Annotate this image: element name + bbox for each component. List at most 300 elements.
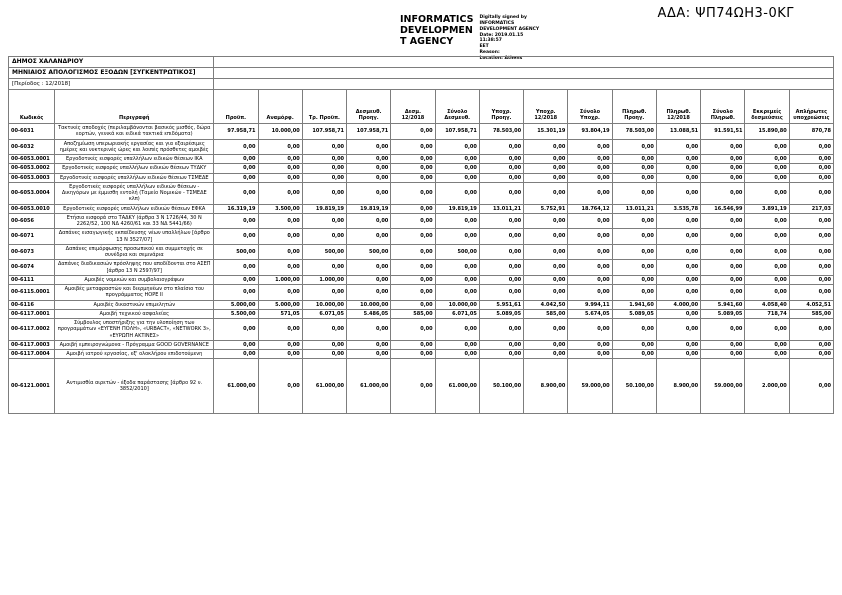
- cell-value: 6.071,05: [302, 309, 346, 318]
- cell-value: 0,00: [568, 244, 612, 260]
- row-code: 00-6117.0003: [9, 340, 55, 349]
- table-row: [9, 275, 834, 284]
- cell-value: 0,00: [391, 155, 435, 164]
- cell-value: 500,00: [347, 244, 391, 260]
- cell-value: 0,00: [745, 350, 789, 359]
- cell-value: 107.958,71: [435, 124, 479, 140]
- cell-value: 0,00: [789, 164, 833, 173]
- column-header: Αναμόρφ.: [258, 90, 302, 124]
- cell-value: 97.958,71: [214, 124, 258, 140]
- cell-value: 0,00: [391, 139, 435, 155]
- row-code: 00-6053.0010: [9, 204, 55, 213]
- cell-value: 5.089,05: [701, 309, 745, 318]
- row-code: 00-6031: [9, 124, 55, 140]
- cell-value: 0,00: [656, 350, 700, 359]
- cell-value: 9.994,11: [568, 300, 612, 309]
- cell-value: 6.071,05: [435, 309, 479, 318]
- table-row: [9, 300, 834, 309]
- table-row: [9, 244, 834, 260]
- cell-value: 50.100,00: [612, 359, 656, 414]
- column-header: Πληρωθ. 12/2018: [656, 90, 700, 124]
- row-description: Αμοιβή τεχνικού ασφαλείας: [55, 309, 214, 318]
- blank-cell: [214, 57, 834, 68]
- cell-value: 1.000,00: [302, 275, 346, 284]
- cell-value: 0,00: [302, 285, 346, 301]
- cell-value: 0,00: [258, 213, 302, 229]
- cell-value: 0,00: [391, 124, 435, 140]
- cell-value: 0,00: [701, 260, 745, 276]
- row-code: 00-6071: [9, 229, 55, 245]
- cell-value: 0,00: [347, 213, 391, 229]
- cell-value: 0,00: [391, 319, 435, 341]
- column-header: Σύνολο Δεσμευθ.: [435, 90, 479, 124]
- cell-value: 0,00: [214, 340, 258, 349]
- row-description: Αντιμισθία αιρετών - έξοδα παράστασης [άρθρο 92 ν. 3852/2010]: [55, 359, 214, 414]
- table-row: [9, 260, 834, 276]
- cell-value: 585,00: [391, 309, 435, 318]
- cell-value: 16.546,99: [701, 204, 745, 213]
- cell-value: 0,00: [347, 285, 391, 301]
- cell-value: 0,00: [656, 275, 700, 284]
- cell-value: 0,00: [391, 229, 435, 245]
- table-row: [9, 319, 834, 341]
- cell-value: 0,00: [656, 182, 700, 204]
- cell-value: 0,00: [258, 359, 302, 414]
- cell-value: 0,00: [612, 173, 656, 182]
- row-code: 00-6116: [9, 300, 55, 309]
- cell-value: 0,00: [568, 285, 612, 301]
- cell-value: 0,00: [789, 260, 833, 276]
- cell-value: 0,00: [789, 275, 833, 284]
- agency-line: INFORMATICS: [400, 14, 474, 25]
- cell-value: 0,00: [258, 285, 302, 301]
- cell-value: 0,00: [612, 260, 656, 276]
- cell-value: 18.764,12: [568, 204, 612, 213]
- row-description: Τακτικές αποδοχές (περιλαμβάνονται βασικός μισθός, δώρα εορτών, γενικά και ειδικά τακτικά επιδόματα): [55, 124, 214, 140]
- cell-value: 0,00: [656, 213, 700, 229]
- row-description: Αποζημίωση υπερωριακής εργασίας και για εξαιρέσιμες ημέρες και νυκτερινές ώρες και λοιπές πρόσθετες αμοιβές: [55, 139, 214, 155]
- cell-value: 4.042,50: [524, 300, 568, 309]
- cell-value: 0,00: [745, 213, 789, 229]
- row-description: Εργοδοτικές εισφορές υπαλλήλων ειδικών θέσεων ΤΣΜΕΔΕ: [55, 173, 214, 182]
- cell-value: 0,00: [258, 173, 302, 182]
- column-header: Υποχρ. 12/2018: [524, 90, 568, 124]
- cell-value: 0,00: [347, 275, 391, 284]
- cell-value: 0,00: [391, 359, 435, 414]
- cell-value: 0,00: [391, 182, 435, 204]
- cell-value: 0,00: [745, 182, 789, 204]
- signature-detail-line: INFORMATICS: [479, 20, 515, 26]
- cell-value: 0,00: [347, 319, 391, 341]
- title-row: [9, 68, 834, 79]
- cell-value: 0,00: [524, 244, 568, 260]
- cell-value: 0,00: [347, 139, 391, 155]
- row-code: 00-6115.0001: [9, 285, 55, 301]
- cell-value: 0,00: [656, 155, 700, 164]
- cell-value: 0,00: [391, 204, 435, 213]
- cell-value: 0,00: [302, 350, 346, 359]
- table-body: [9, 124, 834, 414]
- row-description: Σύμβουλος υποστήριξης για την υλοποίηση των προγραμμάτων «ΕΥΓΕΝΗ ΠΟΛΗ», «URBACT», «NETWORK 3», «ΕΥΡΩΠΗ ΑΚΤΙΝΕΣ»: [55, 319, 214, 341]
- blank-cell: [214, 79, 834, 90]
- column-header: Απλήρωτες υποχρεώσεις: [789, 90, 833, 124]
- cell-value: 0,00: [568, 340, 612, 349]
- row-code: 00-6056: [9, 213, 55, 229]
- cell-value: 0,00: [435, 155, 479, 164]
- cell-value: 0,00: [568, 182, 612, 204]
- row-code: 00-6121.0001: [9, 359, 55, 414]
- cell-value: 0,00: [656, 340, 700, 349]
- cell-value: 0,00: [789, 244, 833, 260]
- cell-value: 571,05: [258, 309, 302, 318]
- cell-value: 0,00: [391, 244, 435, 260]
- cell-value: 1.941,60: [612, 300, 656, 309]
- cell-value: 0,00: [214, 139, 258, 155]
- cell-value: 61.000,00: [347, 359, 391, 414]
- ada-label: ΑΔΑ: ΨΠ74ΩΗ3-0ΚΓ: [657, 6, 794, 21]
- row-description: Αμοιβές δικαστικών επιμελητών: [55, 300, 214, 309]
- row-code: 00-6117.0004: [9, 350, 55, 359]
- cell-value: 0,00: [701, 155, 745, 164]
- cell-value: 0,00: [435, 285, 479, 301]
- cell-value: 5.089,05: [479, 309, 523, 318]
- cell-value: 59.000,00: [701, 359, 745, 414]
- row-description: Αμοιβή ιατρού εργασίας, εξ' ολοκλήρου επιδοτούμενη: [55, 350, 214, 359]
- row-code: 00-6117.0002: [9, 319, 55, 341]
- cell-value: 0,00: [214, 275, 258, 284]
- cell-value: 0,00: [214, 229, 258, 245]
- cell-value: 0,00: [701, 244, 745, 260]
- cell-value: 5.000,00: [214, 300, 258, 309]
- cell-value: 0,00: [612, 275, 656, 284]
- cell-value: 0,00: [656, 164, 700, 173]
- cell-value: 0,00: [612, 340, 656, 349]
- cell-value: 0,00: [524, 340, 568, 349]
- column-header: Σύνολο Πληρωθ.: [701, 90, 745, 124]
- cell-value: 5.674,05: [568, 309, 612, 318]
- cell-value: 0,00: [302, 155, 346, 164]
- cell-value: 0,00: [479, 275, 523, 284]
- cell-value: 0,00: [745, 319, 789, 341]
- cell-value: 0,00: [435, 260, 479, 276]
- cell-value: 0,00: [258, 244, 302, 260]
- table-row: [9, 340, 834, 349]
- cell-value: 61.000,00: [214, 359, 258, 414]
- column-header: Σύνολο Υποχρ.: [568, 90, 612, 124]
- table-row: [9, 124, 834, 140]
- cell-value: 10.000,00: [258, 124, 302, 140]
- column-header: Υποχρ. Προηγ.: [479, 90, 523, 124]
- cell-value: 0,00: [701, 285, 745, 301]
- cell-value: 0,00: [391, 213, 435, 229]
- cell-value: 0,00: [302, 229, 346, 245]
- cell-value: 0,00: [347, 260, 391, 276]
- cell-value: 0,00: [214, 285, 258, 301]
- cell-value: 0,00: [568, 164, 612, 173]
- organization-row: [9, 57, 834, 68]
- cell-value: 3.891,19: [745, 204, 789, 213]
- cell-value: 0,00: [302, 173, 346, 182]
- cell-value: 0,00: [701, 139, 745, 155]
- cell-value: 0,00: [612, 182, 656, 204]
- table-row: [9, 204, 834, 213]
- row-code: 00-6053.0003: [9, 173, 55, 182]
- column-header: Δεσμευθ. Προηγ.: [347, 90, 391, 124]
- cell-value: 0,00: [568, 173, 612, 182]
- cell-value: 0,00: [435, 213, 479, 229]
- signature-detail-line: Digitally signed by: [479, 15, 527, 20]
- cell-value: 13.088,51: [656, 124, 700, 140]
- cell-value: 0,00: [568, 139, 612, 155]
- cell-value: 0,00: [524, 275, 568, 284]
- signature-detail-line: EET: [479, 44, 489, 50]
- cell-value: 13.011,21: [479, 204, 523, 213]
- cell-value: 0,00: [479, 244, 523, 260]
- cell-value: 0,00: [479, 173, 523, 182]
- cell-value: 0,00: [789, 350, 833, 359]
- agency-line: DEVELOPMEN: [400, 24, 473, 36]
- cell-value: 0,00: [391, 260, 435, 276]
- cell-value: 0,00: [656, 260, 700, 276]
- column-header-row: [9, 90, 834, 124]
- cell-value: 0,00: [347, 164, 391, 173]
- cell-value: 0,00: [479, 213, 523, 229]
- cell-value: 0,00: [656, 139, 700, 155]
- cell-value: 0,00: [745, 275, 789, 284]
- signature-details: [479, 15, 541, 62]
- cell-value: 15.301,19: [524, 124, 568, 140]
- cell-value: 0,00: [568, 260, 612, 276]
- signature-agency-name: [400, 15, 473, 48]
- cell-value: 0,00: [789, 139, 833, 155]
- cell-value: 50.100,00: [479, 359, 523, 414]
- cell-value: 0,00: [701, 173, 745, 182]
- cell-value: 0,00: [214, 182, 258, 204]
- row-code: 00-6073: [9, 244, 55, 260]
- cell-value: 0,00: [789, 213, 833, 229]
- cell-value: 0,00: [302, 213, 346, 229]
- column-header: Πληρωθ. Προηγ.: [612, 90, 656, 124]
- cell-value: 10.000,00: [435, 300, 479, 309]
- cell-value: 19.819,19: [302, 204, 346, 213]
- cell-value: 0,00: [302, 164, 346, 173]
- cell-value: 0,00: [524, 164, 568, 173]
- cell-value: 0,00: [479, 182, 523, 204]
- cell-value: 16.319,19: [214, 204, 258, 213]
- cell-value: 0,00: [347, 182, 391, 204]
- cell-value: 3.500,00: [258, 204, 302, 213]
- cell-value: 0,00: [435, 164, 479, 173]
- row-code: 00-6074: [9, 260, 55, 276]
- row-code: 00-6032: [9, 139, 55, 155]
- cell-value: 4.058,40: [745, 300, 789, 309]
- cell-value: 13.011,21: [612, 204, 656, 213]
- cell-value: 0,00: [745, 139, 789, 155]
- cell-value: 0,00: [214, 260, 258, 276]
- signature-detail-line: DEVELOPMENT AGENCY: [479, 26, 540, 32]
- cell-value: 0,00: [302, 139, 346, 155]
- cell-value: 0,00: [391, 300, 435, 309]
- table-row: [9, 213, 834, 229]
- cell-value: 0,00: [789, 182, 833, 204]
- cell-value: 5.486,05: [347, 309, 391, 318]
- table-row: [9, 155, 834, 164]
- cell-value: 0,00: [701, 213, 745, 229]
- cell-value: 0,00: [302, 319, 346, 341]
- cell-value: 0,00: [701, 275, 745, 284]
- cell-value: 0,00: [214, 173, 258, 182]
- cell-value: 718,74: [745, 309, 789, 318]
- digital-signature-stamp: [400, 15, 541, 62]
- cell-value: 0,00: [612, 155, 656, 164]
- column-header: Δεσμ. 12/2018: [391, 90, 435, 124]
- table-row: [9, 182, 834, 204]
- cell-value: 107.958,71: [347, 124, 391, 140]
- table-row: [9, 164, 834, 173]
- cell-value: 0,00: [435, 182, 479, 204]
- cell-value: 5.089,05: [612, 309, 656, 318]
- cell-value: 0,00: [701, 229, 745, 245]
- cell-value: 0,00: [612, 285, 656, 301]
- cell-value: 0,00: [656, 229, 700, 245]
- cell-value: 0,00: [789, 340, 833, 349]
- cell-value: 0,00: [214, 213, 258, 229]
- cell-value: 0,00: [258, 340, 302, 349]
- cell-value: 0,00: [524, 155, 568, 164]
- cell-value: 0,00: [612, 244, 656, 260]
- cell-value: 0,00: [524, 319, 568, 341]
- cell-value: 78.503,00: [612, 124, 656, 140]
- column-header: Προϋπ.: [214, 90, 258, 124]
- cell-value: 0,00: [391, 164, 435, 173]
- report-title: ΜΗΝΙΑΙΟΣ ΑΠΟΛΟΓΙΣΜΟΣ ΕΞΟΔΩΝ [ΣΥΓΚΕΝΤΡΩΤΙΚΟΣ]: [9, 68, 214, 79]
- cell-value: 0,00: [524, 182, 568, 204]
- cell-value: 0,00: [479, 139, 523, 155]
- cell-value: 0,00: [568, 275, 612, 284]
- cell-value: 0,00: [745, 155, 789, 164]
- cell-value: 0,00: [612, 229, 656, 245]
- cell-value: 5.500,00: [214, 309, 258, 318]
- table-row: [9, 173, 834, 182]
- cell-value: 0,00: [568, 155, 612, 164]
- cell-value: 0,00: [479, 340, 523, 349]
- cell-value: 0,00: [214, 164, 258, 173]
- cell-value: 78.503,00: [479, 124, 523, 140]
- row-description: Εργοδοτικές εισφορές υπαλλήλων ειδικών θέσεων ΕΦΚΑ: [55, 204, 214, 213]
- cell-value: 93.804,19: [568, 124, 612, 140]
- cell-value: 0,00: [789, 155, 833, 164]
- cell-value: 0,00: [524, 285, 568, 301]
- signature-detail-line: Date: 2019.01.15 11:38:57: [479, 32, 524, 44]
- cell-value: 0,00: [479, 350, 523, 359]
- blank-cell: [214, 68, 834, 79]
- cell-value: 0,00: [347, 340, 391, 349]
- cell-value: 0,00: [568, 319, 612, 341]
- cell-value: 0,00: [524, 229, 568, 245]
- cell-value: 0,00: [656, 309, 700, 318]
- table-row: [9, 229, 834, 245]
- cell-value: 0,00: [701, 350, 745, 359]
- cell-value: 0,00: [347, 173, 391, 182]
- cell-value: 1.000,00: [258, 275, 302, 284]
- cell-value: 0,00: [656, 319, 700, 341]
- cell-value: 0,00: [656, 173, 700, 182]
- cell-value: 0,00: [612, 350, 656, 359]
- row-description: Αμοιβές μεταφραστών και διερμηνέων στο πλαίσιο του προγράμματος HOPE II: [55, 285, 214, 301]
- cell-value: 59.000,00: [568, 359, 612, 414]
- cell-value: 0,00: [656, 244, 700, 260]
- row-code: 00-6053.0001: [9, 155, 55, 164]
- column-header: Τρ. Προϋπ.: [302, 90, 346, 124]
- cell-value: 4.052,51: [789, 300, 833, 309]
- cell-value: 0,00: [347, 229, 391, 245]
- cell-value: 0,00: [789, 319, 833, 341]
- cell-value: 19.819,19: [435, 204, 479, 213]
- cell-value: 0,00: [524, 260, 568, 276]
- cell-value: 0,00: [656, 285, 700, 301]
- cell-value: 10.000,00: [302, 300, 346, 309]
- cell-value: 0,00: [701, 319, 745, 341]
- cell-value: 0,00: [745, 173, 789, 182]
- row-description: Αμοιβή εμπειρογνώμονα - Πρόγραμμα GOOD GOVERNANCE: [55, 340, 214, 349]
- cell-value: 0,00: [435, 319, 479, 341]
- cell-value: 0,00: [745, 244, 789, 260]
- row-code: 00-6111: [9, 275, 55, 284]
- row-code: 00-6117.0001: [9, 309, 55, 318]
- cell-value: 3.535,78: [656, 204, 700, 213]
- cell-value: 5.752,91: [524, 204, 568, 213]
- cell-value: 10.000,00: [347, 300, 391, 309]
- cell-value: 0,00: [568, 229, 612, 245]
- row-description: Εργοδοτικές εισφορές υπαλλήλων ειδικών θέσεων ΤΥΔΚΥ: [55, 164, 214, 173]
- table-row: [9, 139, 834, 155]
- cell-value: 5.000,00: [258, 300, 302, 309]
- cell-value: 5.951,61: [479, 300, 523, 309]
- row-description: Αμοιβές νομικών και συμβολαιογράφων: [55, 275, 214, 284]
- cell-value: 0,00: [612, 139, 656, 155]
- row-description: Δαπάνες εισαγωγικής εκπαίδευσης νέων υπαλλήλων [άρθρο 13 Ν 3527/07]: [55, 229, 214, 245]
- cell-value: 0,00: [568, 213, 612, 229]
- cell-value: 0,00: [745, 285, 789, 301]
- cell-value: 0,00: [302, 182, 346, 204]
- cell-value: 0,00: [745, 229, 789, 245]
- cell-value: 0,00: [745, 164, 789, 173]
- cell-value: 0,00: [391, 173, 435, 182]
- cell-value: 0,00: [258, 319, 302, 341]
- cell-value: 0,00: [701, 164, 745, 173]
- cell-value: 0,00: [435, 340, 479, 349]
- cell-value: 0,00: [479, 285, 523, 301]
- cell-value: 0,00: [391, 275, 435, 284]
- cell-value: 0,00: [745, 340, 789, 349]
- row-description: Εργοδοτικές εισφορές υπαλλήλων ειδικών θέσεων - Δικηγόρων με έμμισθη εντολή (Ταμείο Νομικών - ΤΣΜΕΔΕ κλπ): [55, 182, 214, 204]
- cell-value: 870,78: [789, 124, 833, 140]
- row-description: Δαπάνες επιμόρφωσης προσωπικού και συμμετοχής σε συνέδρια και σεμινάρια: [55, 244, 214, 260]
- cell-value: 4.000,00: [656, 300, 700, 309]
- cell-value: 0,00: [524, 139, 568, 155]
- table-row: [9, 359, 834, 414]
- column-header: Περιγραφή: [55, 90, 214, 124]
- cell-value: 500,00: [214, 244, 258, 260]
- cell-value: 0,00: [701, 182, 745, 204]
- cell-value: 0,00: [435, 350, 479, 359]
- column-header: Κωδικός: [9, 90, 55, 124]
- cell-value: 0,00: [479, 319, 523, 341]
- cell-value: 0,00: [479, 164, 523, 173]
- row-code: 00-6053.0004: [9, 182, 55, 204]
- cell-value: 500,00: [302, 244, 346, 260]
- cell-value: 15.890,80: [745, 124, 789, 140]
